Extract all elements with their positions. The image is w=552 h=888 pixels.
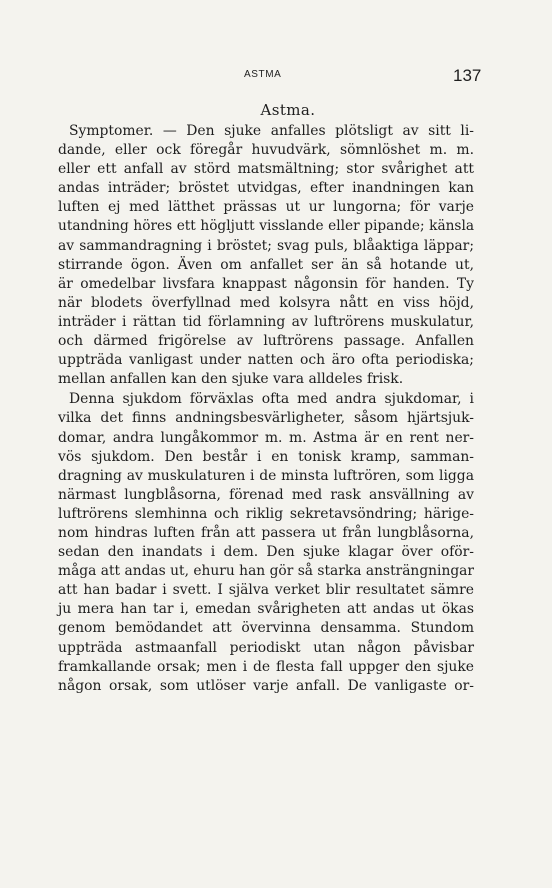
text-line: luften ej med lätthet prässas ut ur lungorna; för varje [58,199,474,216]
paragraph [58,390,474,696]
body-text [58,122,474,696]
text-line: mellan anfallen kan den sjuke vara alldeles frisk. [58,371,404,388]
text-line: genom bemödandet att övervinna densamma. Stundom [58,620,474,637]
text-line: måga att andas ut, ehuru han gör så starka ansträngningar [58,563,474,580]
text-line: uppträda astmaanfall periodiskt utan någon påvisbar [58,639,474,656]
text-line: vös sjukdom. Den består i en tonisk kramp, samman- [58,448,474,465]
text-line: Symptomer. — Den sjuke anfalles plötsligt av sitt li- [69,123,474,139]
text-line: och därmed frigörelse av luftrörens passage. Anfallen [58,333,474,350]
text-line: nom hindras luften från att passera ut från lungblåsorna, [58,524,474,541]
text-line: är omedelbar livsfara knappast någonsin för handen. Ty [58,275,474,292]
text-line: framkallande orsak; men i de flesta fall uppger den sjuke [58,658,474,675]
text-line: uppträda vanligast under natten och äro ofta periodiska; [58,352,474,369]
running-header [0,66,552,86]
text-line: närmast lungblåsorna, förenad med rask ansvällning av [58,486,474,503]
text-line: dande, eller ock föregår huvudvärk, sömnlöshet m. m. [58,142,474,159]
text-line: sedan den inandats i dem. Den sjuke klagar över oför- [58,544,474,561]
text-line: att han badar i svett. I själva verket blir resultatet sämre [58,582,474,599]
text-line: stirrande ögon. Även om anfallet ser än så hotande ut, [58,256,474,273]
text-line: Denna sjukdom förväxlas ofta med andra sjukdomar, i [69,391,474,408]
text-line: när blodets överfyllnad med kolsyra nått en viss höjd, [58,294,474,311]
paragraph [58,122,474,389]
text-line: dragning av muskulaturen i de minsta luftrören, som ligga [58,467,474,484]
text-line: av sammandragning i bröstet; svag puls, blåaktiga läppar; [58,237,474,254]
page-number: 137 [453,66,482,85]
text-line: någon orsak, som utlöser varje anfall. De vanligaste or- [58,677,474,694]
text-line: utandning höres ett högljutt visslande eller pipande; känsla [58,218,474,235]
text-line: eller ett anfall av störd matsmältning; stor svårighet att [58,161,474,178]
text-line: andas inträder; bröstet utvidgas, efter inandningen kan [58,180,474,197]
text-line: domar, andra lungåkommor m. m. Astma är en rent ner- [58,429,474,446]
text-line: inträder i rättan tid förlamning av luftrörens muskulatur, [58,313,474,330]
text-line: luftrörens slemhinna och riklig sekretavsöndring; härige- [58,505,474,522]
section-heading: Astma. [260,101,316,119]
text-line: ju mera han tar i, emedan svårigheten att andas ut ökas [58,601,474,618]
running-title: ASTMA [244,69,282,80]
text-line: vilka det finns andningsbesvärligheter, såsom hjärtsjuk- [58,410,474,427]
